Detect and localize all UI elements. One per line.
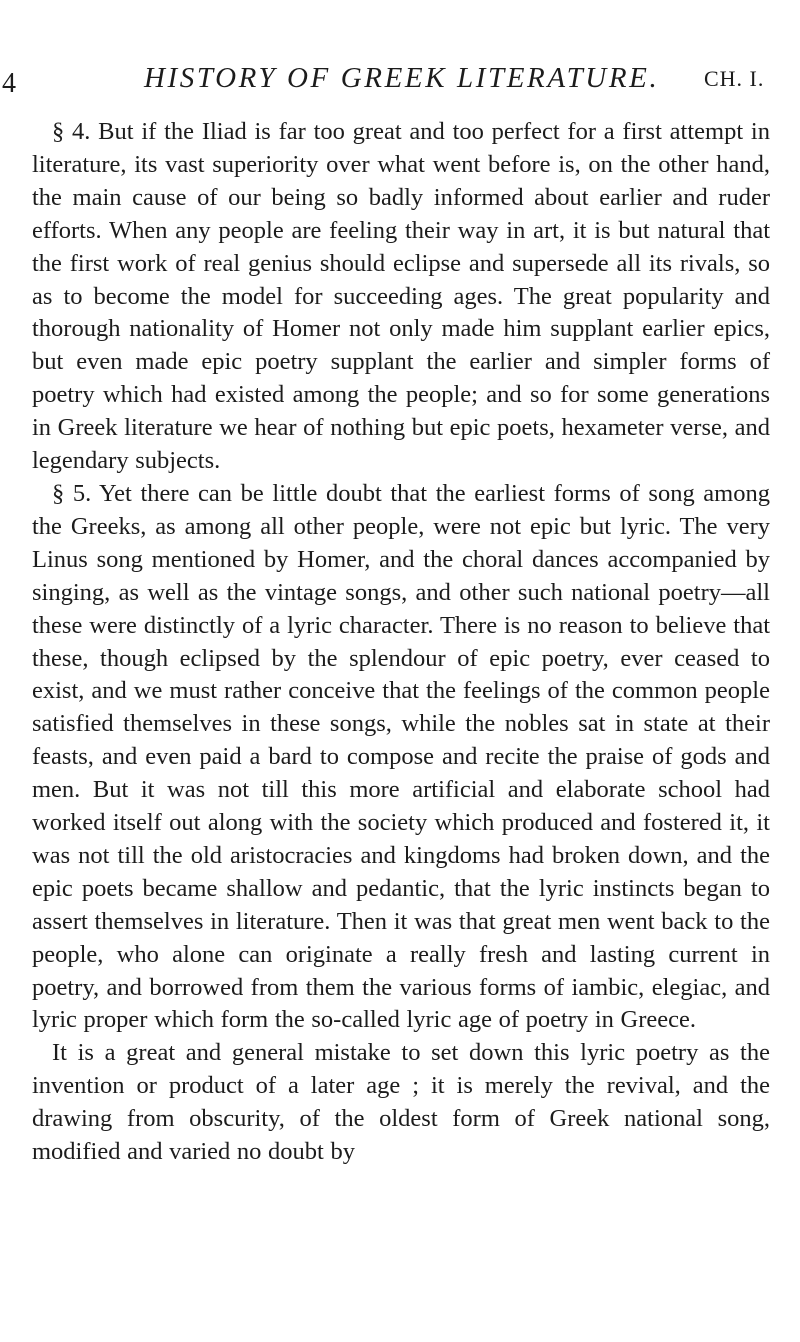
page-number: 4 [2,68,16,99]
paragraph-section-4: § 4. But if the Iliad is far too great and too perfect for a first attempt in literature, its vast superiority over what went before is, on the other hand, the main cause of our being so badly informed about earlier and ruder efforts. When any people are feeling their way in art, it is but natural that the first work of real genius should eclipse and supersede all its rivals, so as to become the model for succeeding ages. The great popularity and thorough nationality of Homer not only made him supplant earlier epics, but even made epic poetry supplant the earlier and simpler forms of poetry which had existed among the people; and so for some generations in Greek literature we hear of nothing but epic poets, hexameter verse, and legendary subjects. [32,118,770,475]
paragraph-lyric-poetry: It is a great and general mistake to set down this lyric poetry as the invention or product of a later age ; it is merely the revival, and the drawing from obscurity, of the oldest form of Greek national song, modified and varied no doubt by [32,1039,770,1166]
paragraph-section-5: § 5. Yet there can be little doubt that the earliest forms of song among the Greeks, as among all other people, were not epic but lyric. The very Linus song mentioned by Homer, and the choral dances accompanied by singing, as well as the vintage songs, and other such national poetry—all these were distinctly of a lyric character. There is no reason to believe that these, though eclipsed by the splendour of epic poetry, ever ceased to exist, and we must rather conceive that the feelings of the common people satisfied themselves in these songs, while the nobles sat in state at their feasts, and even paid a bard to compose and recite the praise of gods and men. But it was not till this more artificial and elaborate school had worked itself out along with the society which produced and fostered it, it was not till the old aristocracies and kingdoms had broken down, and the epic poets became shallow and pedantic, that the lyric instincts began to assert themselves in literature. Then it was that great men went back to the people, who alone can originate a really fresh and lasting current in poetry, and borrowed from them the various forms of iambic, elegiac, and lyric proper which form the so-called lyric age of poetry in Greece. [32,479,770,1034]
chapter-label: CH. I. [704,66,765,91]
running-header [0,58,800,108]
running-title: HISTORY OF GREEK LITERATURE. [144,62,660,94]
body-text [32,116,770,1169]
